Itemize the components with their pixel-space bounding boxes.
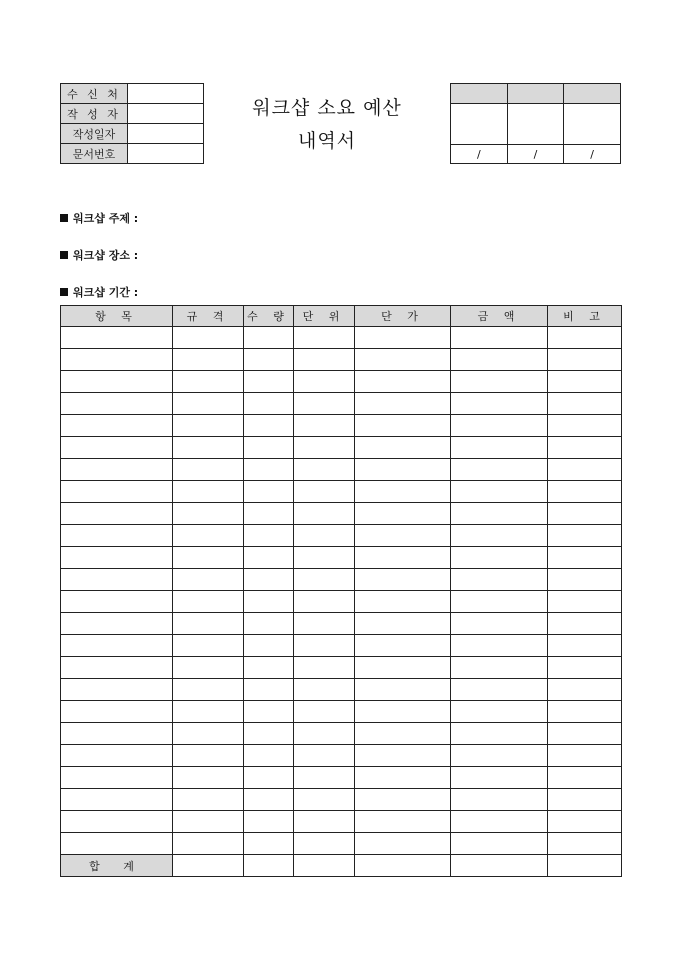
table-cell[interactable] — [244, 569, 294, 591]
table-cell[interactable] — [548, 591, 622, 613]
table-cell[interactable] — [294, 591, 355, 613]
table-cell[interactable] — [451, 327, 548, 349]
table-cell[interactable] — [548, 481, 622, 503]
table-cell[interactable] — [294, 459, 355, 481]
workshop-subject-label: 워크샵 주제 : — [73, 212, 139, 225]
table-cell[interactable] — [61, 393, 173, 415]
table-cell[interactable] — [173, 723, 244, 745]
approval-date-cell[interactable]: / — [507, 145, 564, 164]
table-cell[interactable] — [61, 437, 173, 459]
table-cell[interactable] — [173, 811, 244, 833]
table-cell[interactable] — [173, 767, 244, 789]
table-total-row — [61, 855, 622, 877]
table-cell[interactable] — [173, 349, 244, 371]
table-cell[interactable] — [548, 459, 622, 481]
table-cell[interactable] — [548, 657, 622, 679]
table-cell[interactable] — [294, 789, 355, 811]
table-cell[interactable] — [451, 371, 548, 393]
table-row — [61, 679, 622, 701]
table-cell[interactable] — [355, 833, 451, 855]
table-cell[interactable] — [355, 723, 451, 745]
approval-date-cell[interactable]: / — [564, 145, 621, 164]
table-cell[interactable] — [61, 481, 173, 503]
budget-table — [60, 305, 622, 877]
table-cell[interactable] — [173, 437, 244, 459]
table-cell[interactable] — [355, 679, 451, 701]
table-cell[interactable] — [548, 679, 622, 701]
table-cell[interactable] — [61, 767, 173, 789]
workshop-place-field — [60, 247, 138, 263]
table-cell[interactable] — [61, 701, 173, 723]
total-cell[interactable] — [548, 855, 622, 877]
table-cell[interactable] — [173, 415, 244, 437]
table-cell[interactable] — [173, 481, 244, 503]
table-cell[interactable] — [355, 327, 451, 349]
table-cell[interactable] — [61, 723, 173, 745]
header-remarks: 비 고 — [548, 306, 622, 327]
table-cell[interactable] — [61, 503, 173, 525]
table-cell[interactable] — [355, 393, 451, 415]
total-cell[interactable] — [294, 855, 355, 877]
table-row — [61, 723, 622, 745]
table-cell[interactable] — [294, 371, 355, 393]
approval-header-cell — [564, 84, 621, 104]
table-cell[interactable] — [244, 503, 294, 525]
date-value[interactable] — [128, 124, 204, 144]
table-cell[interactable] — [244, 371, 294, 393]
table-row — [61, 503, 622, 525]
table-cell[interactable] — [244, 437, 294, 459]
table-cell[interactable] — [173, 701, 244, 723]
table-cell[interactable] — [355, 701, 451, 723]
bullet-square-icon — [60, 251, 68, 259]
table-cell[interactable] — [355, 591, 451, 613]
table-cell[interactable] — [61, 327, 173, 349]
bullet-square-icon — [60, 288, 68, 296]
table-row — [61, 569, 622, 591]
table-row — [61, 525, 622, 547]
table-row — [61, 635, 622, 657]
table-cell[interactable] — [451, 679, 548, 701]
table-cell[interactable] — [451, 723, 548, 745]
table-cell[interactable] — [244, 591, 294, 613]
table-cell[interactable] — [294, 811, 355, 833]
table-cell[interactable] — [294, 437, 355, 459]
table-cell[interactable] — [61, 591, 173, 613]
table-cell[interactable] — [244, 481, 294, 503]
table-cell[interactable] — [355, 569, 451, 591]
table-cell[interactable] — [244, 811, 294, 833]
title-line-2: 내역서 — [297, 130, 357, 152]
bullet-square-icon — [60, 214, 68, 222]
table-cell[interactable] — [244, 701, 294, 723]
table-cell[interactable] — [61, 415, 173, 437]
table-cell[interactable] — [451, 745, 548, 767]
table-cell[interactable] — [451, 393, 548, 415]
table-cell[interactable] — [548, 437, 622, 459]
recipient-value[interactable] — [128, 84, 204, 104]
table-cell[interactable] — [173, 591, 244, 613]
table-cell[interactable] — [294, 525, 355, 547]
table-cell[interactable] — [294, 745, 355, 767]
table-row — [61, 481, 622, 503]
header-amount: 금 액 — [451, 306, 548, 327]
table-cell[interactable] — [244, 723, 294, 745]
workshop-subject-field — [60, 210, 138, 226]
table-row — [61, 437, 622, 459]
table-row — [61, 371, 622, 393]
table-cell[interactable] — [355, 349, 451, 371]
table-cell[interactable] — [355, 613, 451, 635]
table-cell[interactable] — [173, 569, 244, 591]
table-row — [61, 811, 622, 833]
table-cell[interactable] — [61, 569, 173, 591]
table-cell[interactable] — [294, 349, 355, 371]
table-cell[interactable] — [451, 833, 548, 855]
recipient-label: 수 신 처 — [61, 84, 128, 104]
table-row — [61, 745, 622, 767]
total-cell[interactable] — [173, 855, 244, 877]
table-cell[interactable] — [244, 393, 294, 415]
table-cell[interactable] — [355, 657, 451, 679]
table-cell[interactable] — [355, 459, 451, 481]
table-cell[interactable] — [173, 833, 244, 855]
table-row — [61, 591, 622, 613]
table-cell[interactable] — [294, 767, 355, 789]
table-cell[interactable] — [61, 811, 173, 833]
table-cell[interactable] — [294, 503, 355, 525]
table-row — [61, 349, 622, 371]
table-cell[interactable] — [355, 547, 451, 569]
table-cell[interactable] — [294, 679, 355, 701]
table-cell[interactable] — [548, 349, 622, 371]
table-cell[interactable] — [173, 547, 244, 569]
table-row — [61, 415, 622, 437]
table-cell[interactable] — [355, 789, 451, 811]
table-cell[interactable] — [355, 745, 451, 767]
doc-number-value[interactable] — [128, 144, 204, 164]
table-cell[interactable] — [451, 569, 548, 591]
table-cell[interactable] — [244, 679, 294, 701]
table-cell[interactable] — [451, 657, 548, 679]
table-cell[interactable] — [244, 327, 294, 349]
table-cell[interactable] — [451, 437, 548, 459]
table-cell[interactable] — [61, 657, 173, 679]
table-cell[interactable] — [355, 635, 451, 657]
table-cell[interactable] — [451, 547, 548, 569]
table-cell[interactable] — [294, 657, 355, 679]
header-item: 항 목 — [61, 306, 173, 327]
workshop-period-field — [60, 284, 138, 300]
table-cell[interactable] — [244, 833, 294, 855]
table-cell[interactable] — [294, 547, 355, 569]
table-cell[interactable] — [61, 679, 173, 701]
table-cell[interactable] — [451, 635, 548, 657]
approval-signature-cell[interactable] — [451, 104, 508, 145]
table-cell[interactable] — [548, 789, 622, 811]
table-cell[interactable] — [355, 525, 451, 547]
table-cell[interactable] — [244, 415, 294, 437]
table-cell[interactable] — [244, 767, 294, 789]
table-cell[interactable] — [548, 613, 622, 635]
table-cell[interactable] — [451, 525, 548, 547]
approval-header-cell — [451, 84, 508, 104]
table-cell[interactable] — [294, 723, 355, 745]
table-cell[interactable] — [173, 393, 244, 415]
table-cell[interactable] — [244, 349, 294, 371]
table-cell[interactable] — [451, 349, 548, 371]
table-cell[interactable] — [244, 613, 294, 635]
table-cell[interactable] — [355, 437, 451, 459]
doc-number-label: 문서번호 — [61, 144, 128, 164]
table-cell[interactable] — [355, 811, 451, 833]
table-cell[interactable] — [548, 745, 622, 767]
workshop-period-label: 워크샵 기간 : — [73, 286, 139, 299]
table-cell[interactable] — [548, 833, 622, 855]
approval-signature-cell[interactable] — [507, 104, 564, 145]
total-cell[interactable] — [244, 855, 294, 877]
table-cell[interactable] — [61, 371, 173, 393]
table-cell[interactable] — [244, 635, 294, 657]
table-cell[interactable] — [451, 591, 548, 613]
table-cell[interactable] — [173, 657, 244, 679]
table-cell[interactable] — [173, 635, 244, 657]
table-cell[interactable] — [548, 547, 622, 569]
approval-signature-cell[interactable] — [564, 104, 621, 145]
document-info-table — [60, 83, 204, 164]
table-row — [61, 327, 622, 349]
date-label: 작성일자 — [61, 124, 128, 144]
table-cell[interactable] — [61, 459, 173, 481]
table-cell[interactable] — [355, 415, 451, 437]
title-line-1: 워크샵 소요 예산 — [252, 97, 402, 119]
table-cell[interactable] — [451, 459, 548, 481]
table-row — [61, 459, 622, 481]
table-cell[interactable] — [451, 613, 548, 635]
approval-header-cell — [507, 84, 564, 104]
table-cell[interactable] — [244, 789, 294, 811]
table-cell[interactable] — [61, 833, 173, 855]
table-cell[interactable] — [548, 327, 622, 349]
table-cell[interactable] — [244, 745, 294, 767]
header-quantity: 수 량 — [244, 306, 294, 327]
author-value[interactable] — [128, 104, 204, 124]
table-cell[interactable] — [294, 327, 355, 349]
table-cell[interactable] — [548, 371, 622, 393]
table-cell[interactable] — [548, 723, 622, 745]
table-cell[interactable] — [173, 327, 244, 349]
table-cell[interactable] — [61, 745, 173, 767]
table-cell[interactable] — [173, 679, 244, 701]
table-cell[interactable] — [294, 415, 355, 437]
table-cell[interactable] — [548, 415, 622, 437]
table-cell[interactable] — [548, 503, 622, 525]
table-cell[interactable] — [294, 569, 355, 591]
table-row — [61, 767, 622, 789]
table-row — [61, 613, 622, 635]
table-cell[interactable] — [294, 833, 355, 855]
table-row — [61, 547, 622, 569]
table-cell[interactable] — [244, 657, 294, 679]
table-cell[interactable] — [244, 547, 294, 569]
total-label: 합 계 — [61, 855, 173, 877]
table-row — [61, 701, 622, 723]
table-cell[interactable] — [173, 459, 244, 481]
table-cell[interactable] — [355, 767, 451, 789]
table-cell[interactable] — [451, 789, 548, 811]
header-unit-price: 단 가 — [355, 306, 451, 327]
table-cell[interactable] — [173, 371, 244, 393]
table-cell[interactable] — [548, 635, 622, 657]
table-cell[interactable] — [548, 701, 622, 723]
table-row — [61, 393, 622, 415]
table-cell[interactable] — [548, 767, 622, 789]
table-cell[interactable] — [294, 481, 355, 503]
table-header-row — [61, 306, 622, 327]
table-cell[interactable] — [173, 503, 244, 525]
table-cell[interactable] — [355, 503, 451, 525]
table-cell[interactable] — [294, 701, 355, 723]
total-cell[interactable] — [451, 855, 548, 877]
table-cell[interactable] — [451, 415, 548, 437]
table-row — [61, 833, 622, 855]
table-cell[interactable] — [61, 547, 173, 569]
table-cell[interactable] — [548, 569, 622, 591]
table-cell[interactable] — [61, 613, 173, 635]
workshop-place-label: 워크샵 장소 : — [73, 249, 139, 262]
table-cell[interactable] — [173, 745, 244, 767]
table-cell[interactable] — [294, 393, 355, 415]
table-cell[interactable] — [451, 811, 548, 833]
table-cell[interactable] — [451, 701, 548, 723]
table-cell[interactable] — [173, 789, 244, 811]
table-cell[interactable] — [355, 481, 451, 503]
table-row — [61, 789, 622, 811]
table-cell[interactable] — [355, 371, 451, 393]
header-unit: 단 위 — [294, 306, 355, 327]
header-spec: 규 격 — [173, 306, 244, 327]
table-cell[interactable] — [61, 525, 173, 547]
table-cell[interactable] — [451, 503, 548, 525]
table-cell[interactable] — [173, 525, 244, 547]
approval-date-cell[interactable]: / — [451, 145, 508, 164]
table-cell[interactable] — [61, 789, 173, 811]
author-label: 작 성 자 — [61, 104, 128, 124]
table-cell[interactable] — [548, 393, 622, 415]
table-cell[interactable] — [294, 635, 355, 657]
table-cell[interactable] — [548, 811, 622, 833]
table-cell[interactable] — [61, 349, 173, 371]
table-cell[interactable] — [244, 525, 294, 547]
total-cell[interactable] — [355, 855, 451, 877]
approval-table — [450, 83, 621, 164]
table-cell[interactable] — [173, 613, 244, 635]
table-cell[interactable] — [294, 613, 355, 635]
table-cell[interactable] — [548, 525, 622, 547]
table-cell[interactable] — [451, 481, 548, 503]
document-title — [214, 92, 440, 158]
table-cell[interactable] — [244, 459, 294, 481]
table-row — [61, 657, 622, 679]
table-cell[interactable] — [451, 767, 548, 789]
table-cell[interactable] — [61, 635, 173, 657]
